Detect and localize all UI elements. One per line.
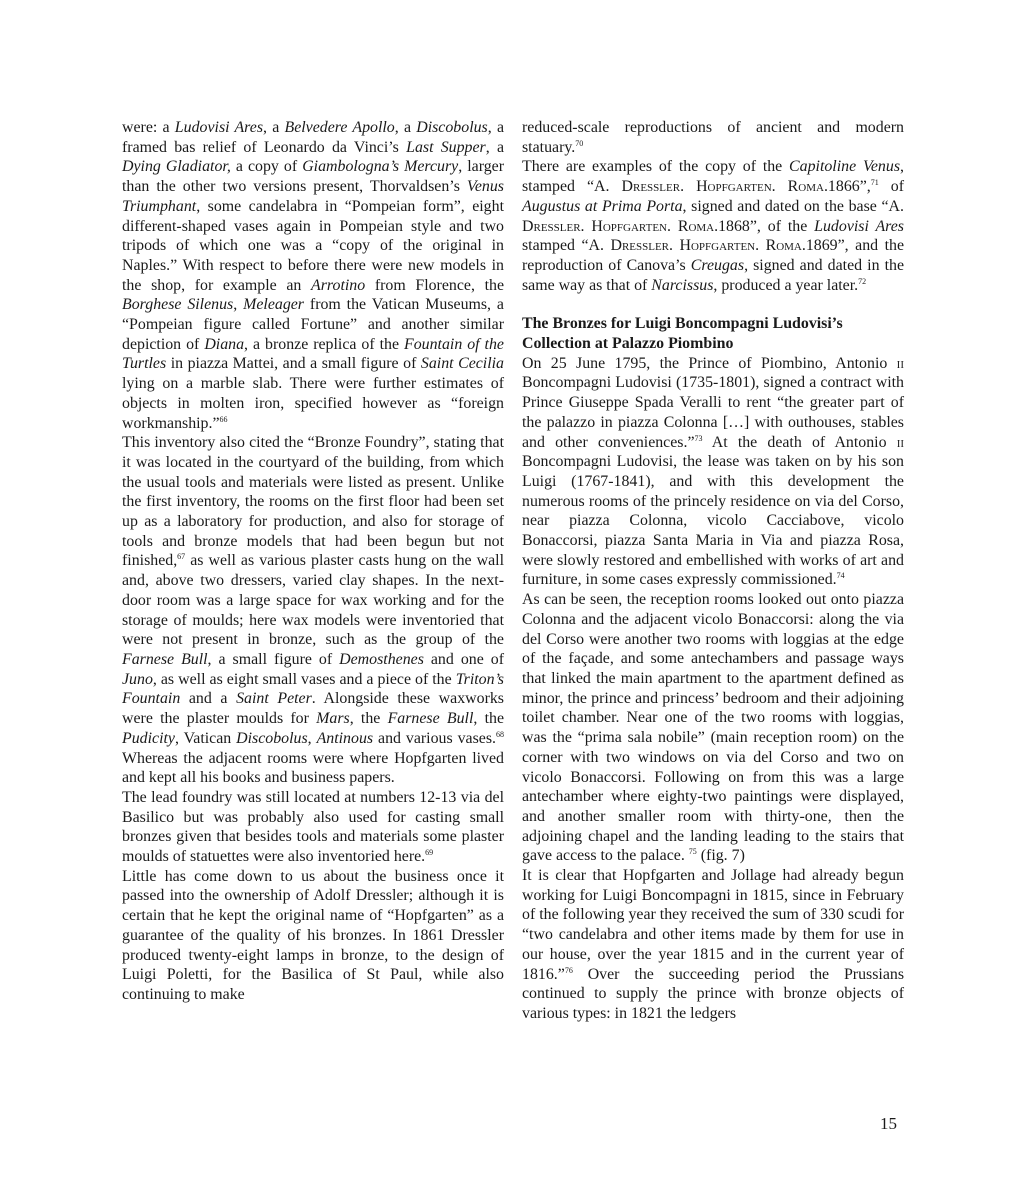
small-caps-text: Dressler — [621, 178, 681, 196]
italic-text: Ludovisi Ares — [174, 119, 264, 136]
text-run: At the death of Antonio — [702, 433, 897, 451]
text-run: , a — [394, 119, 417, 136]
text-run: a copy of — [230, 158, 303, 176]
text-run: . Alongside these waxworks were the plaster moulds for — [122, 690, 504, 728]
italic-text: Last Supper — [406, 138, 486, 156]
section-heading: The Bronzes for Luigi Boncompagni Ludovisi’s Collection at Palazzo Piombino — [522, 315, 843, 353]
text-run: , signed and dated on the base “A. — [682, 197, 904, 215]
footnote-marker: 71 — [870, 178, 879, 188]
text-run: were: a — [122, 119, 175, 136]
text-run: Boncompagni Ludovisi, the lease was taken on by his son Luigi (1767-1841), and with this development the numerous rooms of the princely residence on via del Corso, near piazza Colonna, vicolo Cacciabove, vicolo Bonaccorsi, piazza Santa Maria in Via and piazza Rosa, were slowly restored and embellished with works of art and furniture, in some cases expressly commissioned. — [522, 453, 904, 589]
paragraph — [522, 354, 904, 590]
footnote-marker: 67 — [177, 552, 186, 562]
text-run: Boncompagni Ludovisi (1735-1801), signed a contract with Prince Giuseppe Spada Veralli to rent “the greater part of the palazzo in piazza Colonna […] with outhouses, stables and other conveniences.” — [522, 374, 904, 451]
italic-text: Diana — [204, 335, 245, 353]
paragraph — [122, 867, 504, 1005]
text-run: , stamped “A. — [522, 158, 904, 196]
small-caps-text: Roma — [765, 237, 802, 255]
footnote-marker: 68 — [496, 729, 504, 739]
text-run: It is clear that Hopfgarten and Jollage had already begun working for Luigi Boncompagni in 1815, since in February of the following year they received the sum of 330 scudi for “two candelabra and other items made by them for use in our house, over the year 1815 and in the current year of 1816.” — [522, 867, 904, 983]
page-number: 15 — [880, 1114, 897, 1133]
text-run: On 25 June 1795, the Prince of Piombino, Antonio — [522, 354, 897, 372]
text-run: . — [680, 178, 697, 196]
text-run: The lead foundry was still located at numbers 12-13 via del Basilico but was probably also used for casting small bronzes given that besides tools and materials some plaster moulds of statuettes were also inventoried here. — [122, 788, 504, 866]
right-text-column — [522, 118, 904, 1024]
text-run: , — [307, 729, 317, 747]
text-run: , a bronze replica of the — [244, 335, 404, 353]
footnote-marker: 72 — [858, 276, 867, 286]
paragraph — [522, 118, 904, 157]
italic-text: Borghese Silenus — [122, 296, 234, 314]
italic-text: Dying Gladiator, — [122, 158, 231, 176]
italic-text: Creugas — [690, 256, 745, 274]
paragraph — [122, 433, 504, 788]
text-run: . — [755, 237, 766, 255]
small-caps-text: Dressler — [522, 217, 581, 235]
italic-text: Antinous — [316, 729, 374, 747]
text-run: There are examples of the copy of the — [522, 158, 790, 176]
italic-text: Capitoline Venus — [789, 158, 901, 176]
text-run: . — [669, 237, 680, 255]
text-run: in piazza Mattei, and a small figure of — [166, 355, 421, 373]
text-run: and various vases. — [373, 729, 496, 747]
text-run: and a — [180, 690, 237, 708]
footnote-marker: 75 — [688, 847, 697, 857]
small-caps-text: Dressler — [610, 237, 670, 255]
italic-text: Juno — [122, 670, 153, 688]
italic-text: Farnese Bull — [122, 650, 208, 668]
text-run: , — [233, 296, 244, 314]
text-run: from Florence, the — [365, 276, 504, 294]
footnote-marker: 70 — [575, 138, 584, 148]
italic-text: Ludovisi Ares — [814, 217, 904, 235]
italic-text: Mars — [316, 710, 350, 728]
footnote-marker: 66 — [219, 414, 228, 424]
text-run: Little has come down to us about the business once it passed into the ownership of Adolf Dressler; although it is certain that he kept the original name of “Hopfgarten” as a guarantee of the quality of his bronzes. In 1861 Dressler produced twenty-eight lamps in bronze, to the design of Luigi Poletti, for the Basilica of St Paul, while also continuing to make — [122, 867, 504, 1003]
small-caps-text: Roma — [787, 178, 824, 196]
italic-text: Triton’s Fountain — [122, 670, 504, 708]
text-run: , a framed bas relief of Leonardo da Vinci’s — [122, 119, 505, 156]
text-run: . — [771, 178, 788, 196]
italic-text: Narcissus — [651, 276, 714, 294]
paragraph — [122, 118, 504, 433]
footnote-marker: 69 — [425, 848, 434, 858]
italic-text: Discobolus — [416, 119, 488, 136]
paragraph — [522, 157, 904, 295]
text-run: of — [878, 178, 904, 196]
italic-text: Fountain of the Turtles — [122, 335, 504, 373]
italic-text: Farnese Bull — [387, 710, 474, 728]
italic-text: Venus Triumphant — [122, 178, 504, 215]
small-caps-text: Hopfgarten — [696, 178, 772, 196]
text-run: This inventory also cited the “Bronze Foundry”, stating that it was located in the courtyard of the building, from which the usual tools and materials were listed as present. Unlike the first inventory, the rooms on the first floor had been set up as a laboratory for production, and also for storage of tools and bronze models that had been begun but not finished, — [122, 434, 504, 570]
text-run: .1868”, of the — [714, 217, 815, 235]
text-run: , Vatican — [174, 729, 237, 747]
paragraph — [522, 590, 904, 866]
text-run: , signed and dated in the same way as that of — [522, 256, 904, 294]
italic-text: Discobolus — [236, 729, 308, 747]
text-run: from the Vatican Museums, a “Pompeian figure called Fortune” and another similar depiction of — [122, 296, 504, 353]
footnote-marker: 76 — [564, 965, 573, 975]
text-run: , a — [485, 138, 505, 156]
text-run: , a small figure of — [207, 650, 340, 668]
paragraph — [122, 788, 504, 867]
text-run: lying on a marble slab. There were further estimates of objects in molten iron, specified however as “foreign workmanship.” — [122, 375, 504, 432]
paragraph — [522, 866, 904, 1024]
text-run: , a — [263, 119, 285, 136]
text-run: . — [580, 217, 592, 235]
text-run: , the — [473, 710, 504, 728]
text-run: reduced-scale reproductions of ancient and modern statuary. — [522, 119, 904, 156]
text-run: stamped “A. — [522, 237, 611, 255]
text-run: . — [667, 217, 678, 235]
italic-text: Saint Cecilia — [420, 355, 504, 373]
footnote-marker: 73 — [694, 433, 703, 443]
small-caps-text: Roma — [677, 217, 715, 235]
text-run: , produced a year later. — [713, 276, 859, 294]
text-run: , the — [349, 710, 388, 728]
small-caps-text: Hopfgarten — [591, 217, 667, 235]
text-run: (fig. 7) — [696, 847, 745, 865]
small-caps-text: Hopfgarten — [679, 237, 756, 255]
small-caps-text: ii — [896, 433, 905, 451]
left-text-column — [122, 118, 504, 1005]
text-run: Whereas the adjacent rooms were where Hopfgarten lived and kept all his books and business papers. — [122, 749, 504, 787]
italic-text: Demosthenes — [339, 650, 424, 668]
text-run: , some candelabra in “Pompeian form”, eight different-shaped vases again in Pompeian style and two tripods of which one was a “copy of the original in Naples.” With respect to before there were new models in the shop, for example an — [122, 197, 504, 294]
footnote-marker: 74 — [836, 571, 845, 581]
text-run: .1869”, and the reproduction of Canova’s — [522, 237, 905, 274]
italic-text: Giambologna’s Mercury — [302, 158, 459, 176]
text-run: , as well as eight small vases and a piece of the — [152, 670, 456, 688]
text-run: As can be seen, the reception rooms looked out onto piazza Colonna and the adjacent vicolo Bonaccorsi: along the via del Corso were another two rooms with loggias at the edge of the façade, and some antechambers and passage ways that linked the main apartment to the apartment defined as minor, the prince and princess’ bedroom and their adjoining toilet chamber. Near one of the two rooms with loggias, was the “prima sala nobile” (main reception room) on the corner with two windows on via del Corso and two on vicolo Bonaccorsi. Following on from this was a large antechamber where eighty-two paintings were displayed, and another smaller room with thirty-one, then the adjoining chapel and the landing leading to the stairs that gave access to the palace. — [522, 591, 904, 865]
italic-text: Belvedere Apollo — [284, 119, 395, 136]
text-run: and one of — [423, 650, 504, 668]
text-run: Over the succeeding period the Prussians continued to supply the prince with bronze objects of various types: in 1821 the ledgers — [522, 965, 904, 1022]
text-run: , larger than the other two versions present, Thorvaldsen’s — [122, 158, 504, 196]
italic-text: Augustus at Prima Porta — [522, 197, 683, 215]
small-caps-text: ii — [896, 354, 904, 372]
italic-text: Saint Peter — [236, 690, 312, 708]
italic-text: Pudicity — [122, 729, 175, 747]
italic-text: Meleager — [243, 296, 304, 314]
text-run: as well as various plaster casts hung on the wall and, above two dressers, varied clay shapes. In the next-door room was a large space for wax working and for the storage of moulds; here wax models were inventoried that were not present in bronze, such as the group of the — [122, 552, 504, 649]
text-run: .1866”, — [823, 178, 871, 196]
italic-text: Arrotino — [311, 276, 366, 294]
